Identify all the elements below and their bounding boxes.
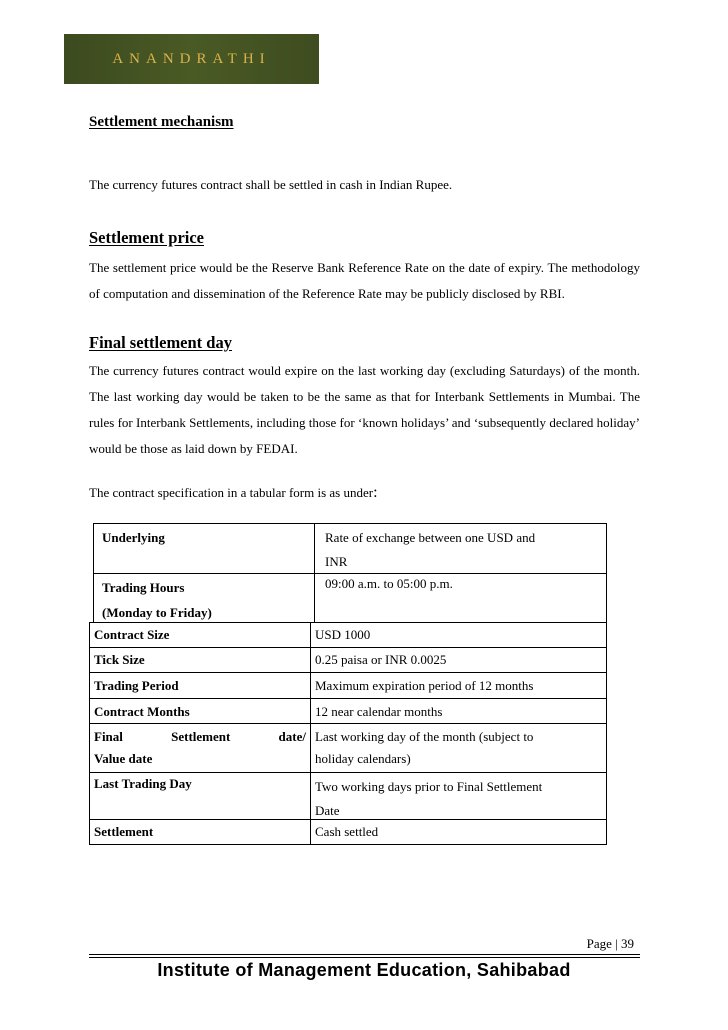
row-value-line: INR [325,554,348,569]
table-intro [89,480,640,506]
table-row-trading-hours [93,573,607,623]
table-row-contract-months [89,698,607,724]
row-value: USD 1000 [315,627,371,642]
row-value-line: Rate of exchange between one USD and [325,530,536,545]
table-intro-text: The contract specification in a tabular form is as under [89,485,374,500]
table-row-contract-size [89,622,607,648]
row-value [311,773,606,819]
row-value: 0.25 paisa or INR 0.0025 [315,652,447,667]
row-value [315,524,606,573]
label-word: date/ [278,729,306,744]
table-row-trading-period [89,672,607,699]
row-value: Cash settled [315,824,379,839]
footer-divider [89,957,640,958]
settlement-price-text: The settlement price would be the Reserve Bank Reference Rate on the date of expiry. The methodology of computation and dissemination of the Reference Rate may be publicly disclosed by RBI. [89,260,640,301]
table-row-tick-size [89,647,607,673]
final-settlement-day-heading: Final settlement day [89,333,232,352]
final-settlement-day-text: The currency futures contract would expire on the last working day (excluding Saturdays) of the month. The last working day would be taken to be the same as that for Interbank Settlements in Mumbai. The rules for Interbank Settlements, including those for ‘known holidays’ and ‘subsequently declared holiday’ would be those as laid down by FEDAI. [89,363,640,456]
row-value [311,724,606,772]
row-label-line [94,726,306,748]
table-row-settlement [89,819,607,845]
table-row-underlying [93,523,607,574]
label-word: Settlement [171,729,231,744]
table-row-final-settlement-date [89,723,607,773]
page-number: Page | 39 [586,936,634,951]
row-label: Contract Months [90,699,311,723]
row-label: Tick Size [90,648,311,672]
row-label: Contract Size [90,623,311,647]
row-value: 12 near calendar months [315,704,443,719]
row-label: Trading Period [90,673,311,698]
settlement-mechanism-text: The currency futures contract shall be settled in cash in Indian Rupee. [89,177,453,192]
row-label [90,724,311,772]
row-label: Last Trading Day [90,773,311,819]
row-value: Maximum expiration period of 12 months [315,678,534,693]
settlement-price-heading: Settlement price [89,228,204,247]
anand-rathi-logo [64,34,319,84]
label-word: Final [94,729,123,744]
footer-institute: Institute of Management Education, Sahibabad [157,960,571,980]
footer-divider [89,954,640,955]
table-row-last-trading-day [89,772,607,820]
table-intro-colon: : [373,484,378,501]
row-label [94,574,315,622]
logo-text: ANANDRATHI [112,50,271,67]
settlement-mechanism-heading: Settlement mechanism [89,114,234,130]
row-value-line: Two working days prior to Final Settlement [315,779,543,794]
row-value-line: Last working day of the month (subject to [315,729,534,744]
row-value-line: holiday calendars) [315,751,411,766]
row-value-line: Date [315,803,340,818]
row-label-line: Trading Hours [102,580,185,595]
row-value: 09:00 a.m. to 05:00 p.m. [325,576,453,591]
row-label-line: Value date [94,751,153,766]
row-label: Settlement [90,820,311,844]
row-label: Underlying [94,524,315,573]
row-label-line: (Monday to Friday) [102,605,212,620]
